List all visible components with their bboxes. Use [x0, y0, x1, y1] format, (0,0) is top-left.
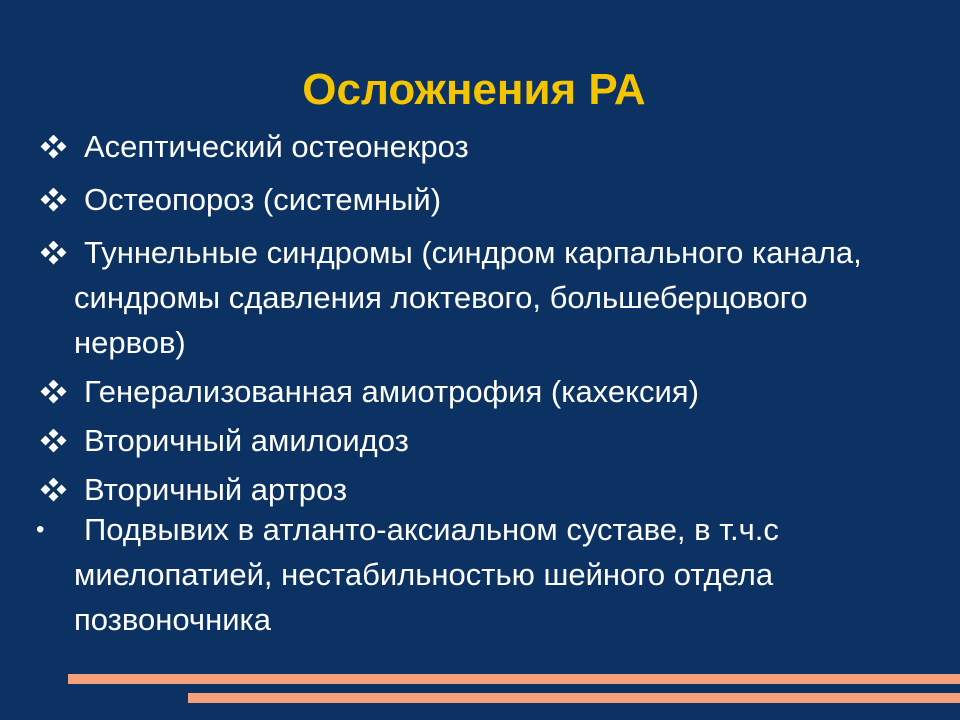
diamond-bullet-icon — [40, 135, 68, 159]
diamond-bullet-icon — [40, 429, 68, 453]
list-item — [0, 507, 904, 642]
diamond-bullet-icon — [40, 478, 68, 502]
list-item-text: Вторичный артроз — [84, 472, 348, 507]
list-item — [0, 467, 904, 512]
list-item-text: Туннельные синдромы (синдром карпального канала, синдромы сдавления локтевого, большеберцового нервов) — [74, 235, 862, 360]
list-item — [0, 230, 904, 365]
list-item-text: Остеопороз (системный) — [84, 182, 442, 217]
decorative-stripe-top — [68, 674, 960, 684]
list-item — [0, 369, 904, 414]
list-item-text: Подвывих в атланто-аксиальном суставе, в т.ч.с миелопатией, нестабильностью шейного отдела позвоночника — [74, 512, 779, 637]
list-item — [0, 177, 904, 222]
diamond-bullet-icon — [40, 188, 68, 212]
diamond-bullet-icon — [40, 241, 68, 265]
slide-title: Осложнения РА — [302, 65, 646, 114]
decorative-stripe-bottom — [188, 693, 960, 703]
bullet-dot: • — [36, 516, 45, 543]
list-item — [0, 418, 904, 463]
list-item-text: Генерализованная амиотрофия (кахексия) — [84, 374, 699, 409]
bullet-list — [0, 124, 960, 642]
list-item — [0, 124, 904, 169]
list-item-text: Вторичный амилоидоз — [84, 423, 409, 458]
diamond-bullet-icon — [40, 380, 68, 404]
list-item-text: Асептический остеонекроз — [84, 129, 469, 164]
